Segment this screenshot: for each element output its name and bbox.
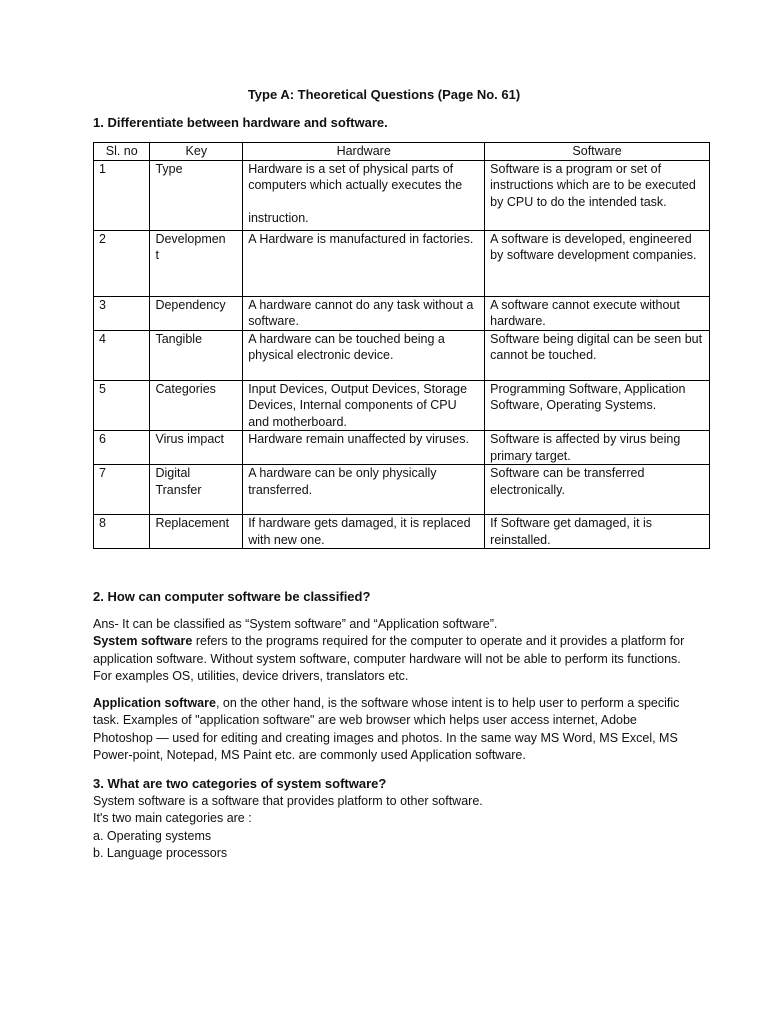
question-2-section — [93, 589, 693, 765]
cell-hardware: Hardware is a set of physical parts of computers which actually executes the instruction. — [243, 160, 485, 230]
application-software-paragraph — [93, 695, 693, 765]
cell-software: A software is developed, engineered by software development companies. — [485, 230, 710, 296]
header-software: Software — [485, 143, 710, 161]
cell-hardware: A hardware can be only physically transferred. — [243, 465, 485, 515]
table-row — [94, 380, 710, 431]
cell-key: Developmen t — [150, 230, 243, 296]
cell-key: Digital Transfer — [150, 465, 243, 515]
cell-sl-no: 7 — [94, 465, 150, 515]
cell-software: If Software get damaged, it is reinstalled. — [485, 515, 710, 549]
table-row — [94, 160, 710, 230]
cell-hardware: Input Devices, Output Devices, Storage Devices, Internal components of CPU and motherboard. — [243, 380, 485, 431]
page-title: Type A: Theoretical Questions (Page No. 61) — [247, 87, 521, 102]
question-2-heading: 2. How can computer software be classified? — [93, 589, 371, 604]
table-row — [94, 330, 710, 380]
cell-hardware: A hardware cannot do any task without a software. — [243, 296, 485, 330]
question-3-heading: 3. What are two categories of system software? — [93, 776, 387, 791]
question-3-section — [93, 775, 693, 863]
cell-key: Tangible — [150, 330, 243, 380]
cell-software: Programming Software, Application Software, Operating Systems. — [485, 380, 710, 431]
cell-sl-no: 3 — [94, 296, 150, 330]
system-software-paragraph — [93, 633, 693, 686]
cell-hardware: Hardware remain unaffected by viruses. — [243, 431, 485, 465]
cell-key: Virus impact — [150, 431, 243, 465]
cell-sl-no: 1 — [94, 160, 150, 230]
header-sl-no: Sl. no — [94, 143, 150, 161]
cell-sl-no: 5 — [94, 380, 150, 431]
table-row — [94, 296, 710, 330]
question-1-heading: 1. Differentiate between hardware and software. — [93, 115, 388, 130]
cell-sl-no: 8 — [94, 515, 150, 549]
question-3-line-2: It's two main categories are : — [93, 811, 252, 825]
cell-software: Software can be transferred electronically. — [485, 465, 710, 515]
cell-sl-no: 6 — [94, 431, 150, 465]
cell-sl-no: 4 — [94, 330, 150, 380]
table-header-row — [94, 143, 710, 161]
system-software-text: refers to the programs required for the computer to operate and it provides a platform for application software. Without system software, computer hardware will not be able to perform its functions. For examples OS, utilities, device drivers, translators etc. — [93, 634, 685, 683]
cell-hardware: If hardware gets damaged, it is replaced with new one. — [243, 515, 485, 549]
table-row — [94, 515, 710, 549]
application-software-term: Application software — [93, 695, 216, 710]
hardware-software-table — [93, 142, 710, 549]
cell-software: Software being digital can be seen but cannot be touched. — [485, 330, 710, 380]
table-row — [94, 465, 710, 515]
question-3-line-1: System software is a software that provides platform to other software. — [93, 793, 483, 808]
system-software-term: System software — [93, 634, 193, 648]
header-key: Key — [150, 143, 243, 161]
cell-hardware: A Hardware is manufactured in factories. — [243, 230, 485, 296]
cell-sl-no: 2 — [94, 230, 150, 296]
application-software-text: , on the other hand, is the software whose intent is to help user to perform a specific task. Examples of "application software" are web browser which helps user access internet, Adobe Photoshop — used for editing and creating images and photos. In the same way MS Word, MS Excel, MS Power-point, Notepad, MS Paint etc. are commonly used Application software. — [93, 695, 680, 762]
cell-hardware: A hardware can be touched being a physical electronic device. — [243, 330, 485, 380]
table-row — [94, 230, 710, 296]
question-2-answer: Ans- It can be classified as “System software” and “Application software”. — [93, 616, 498, 631]
list-item-a: a. Operating systems — [93, 828, 212, 843]
cell-key: Categories — [150, 380, 243, 431]
table-row — [94, 431, 710, 465]
cell-software: Software is affected by virus being primary target. — [485, 431, 710, 465]
cell-software: Software is a program or set of instructions which are to be executed by CPU to do the intended task. — [485, 160, 710, 230]
cell-key: Replacement — [150, 515, 243, 549]
cell-key: Type — [150, 160, 243, 230]
cell-software: A software cannot execute without hardware. — [485, 296, 710, 330]
cell-key: Dependency — [150, 296, 243, 330]
list-item-b: b. Language processors — [93, 846, 228, 860]
header-hardware: Hardware — [243, 143, 485, 161]
